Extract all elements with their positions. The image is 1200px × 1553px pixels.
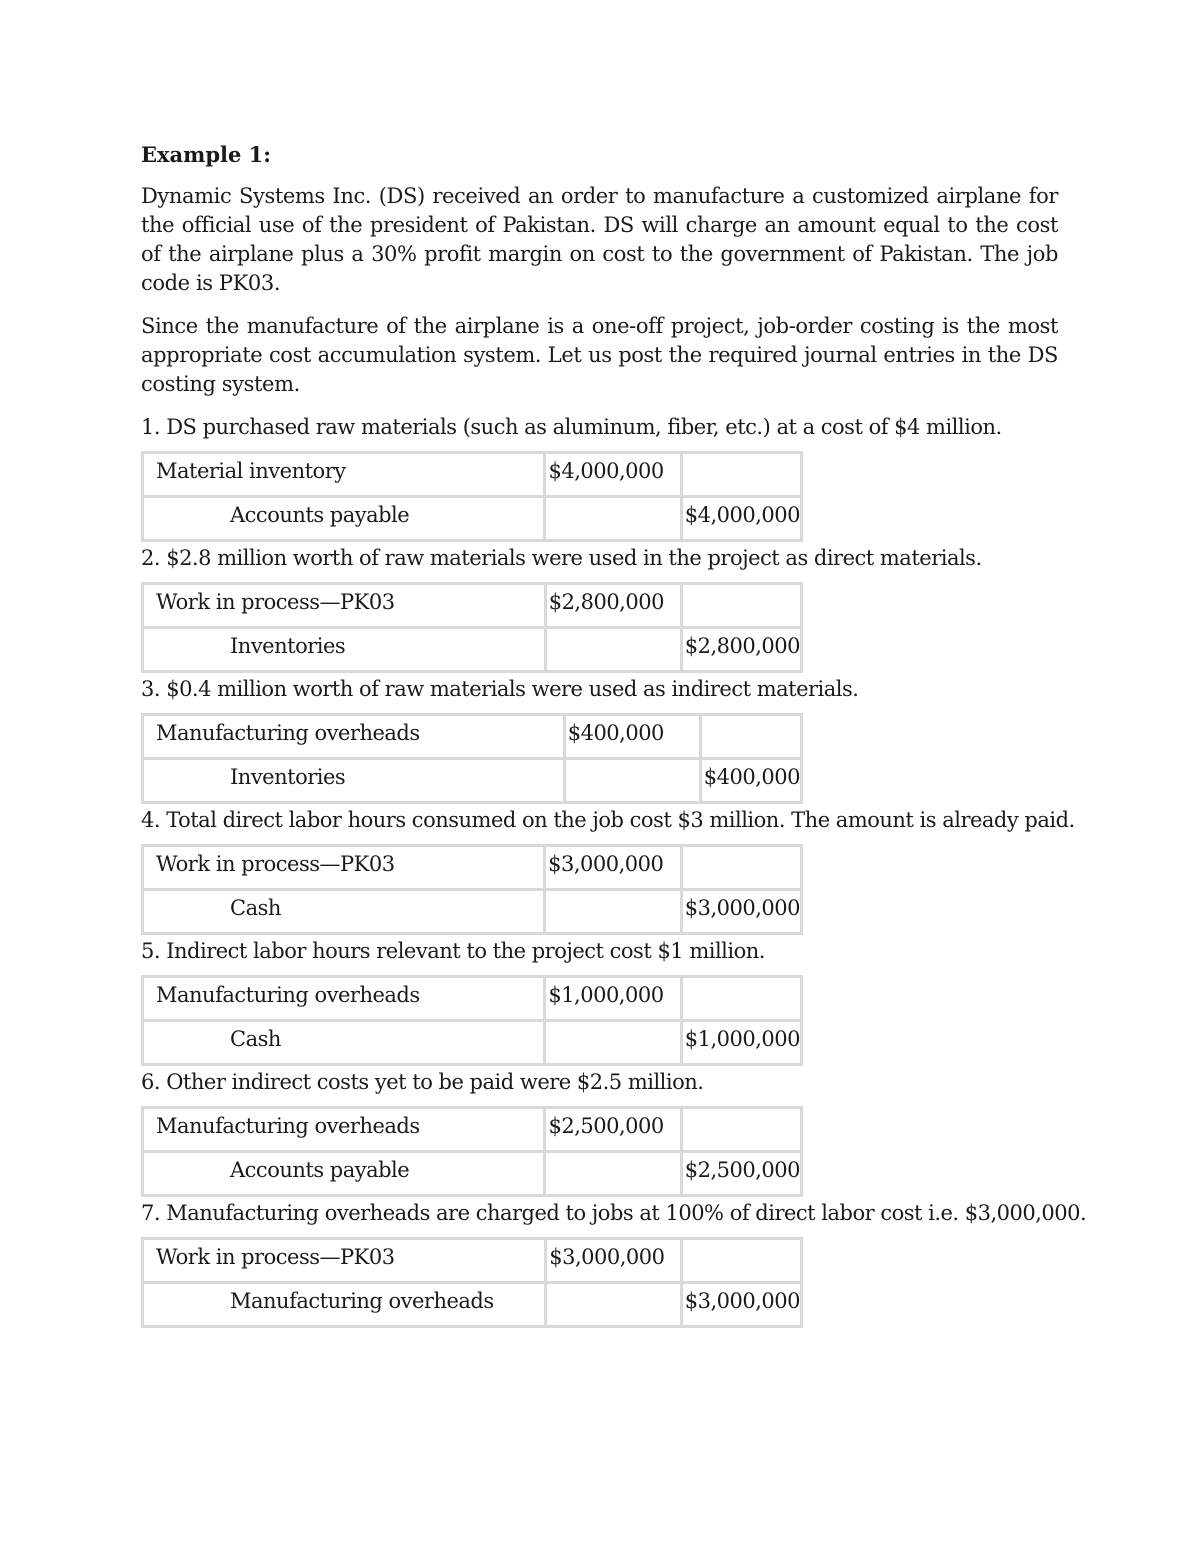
empty-cell: [681, 1239, 801, 1283]
credit-account: Inventories: [143, 628, 546, 672]
credit-account: Manufacturing overheads: [143, 1283, 546, 1327]
intro-paragraph: Dynamic Systems Inc. (DS) received an order to manufacture a customized airplane for the official use of the president of Pakistan. DS will charge an amount equal to the cost of the airplane plus a 30% profit margin on cost to the government of Pakistan. The job code is PK03.: [141, 184, 1058, 295]
empty-cell: [546, 1283, 682, 1327]
credit-account: Cash: [143, 890, 545, 934]
journal-entry-3: [141, 675, 1058, 804]
credit-amount: $4,000,000: [681, 497, 801, 541]
credit-account: Accounts payable: [143, 497, 545, 541]
journal-table: [141, 1106, 803, 1197]
debit-amount: $2,800,000: [545, 584, 681, 628]
credit-amount: $400,000: [700, 759, 801, 803]
journal-table: [141, 582, 803, 673]
empty-cell: [545, 1152, 681, 1196]
journal-entry-1: [141, 413, 1058, 542]
debit-account: Manufacturing overheads: [143, 1108, 545, 1152]
empty-cell: [700, 715, 801, 759]
debit-account: Work in process—PK03: [143, 846, 545, 890]
debit-amount: $2,500,000: [545, 1108, 681, 1152]
empty-cell: [681, 584, 801, 628]
step-description: 1. DS purchased raw materials (such as aluminum, fiber, etc.) at a cost of $4 million.: [141, 415, 1002, 439]
credit-row: [143, 497, 802, 541]
debit-amount: $4,000,000: [545, 453, 681, 497]
journal-table: [141, 975, 803, 1066]
journal-table: [141, 1237, 803, 1328]
debit-row: [143, 977, 802, 1021]
credit-account: Accounts payable: [143, 1152, 545, 1196]
empty-cell: [681, 1108, 801, 1152]
journal-table: [141, 844, 803, 935]
journal-entry-7: [141, 1199, 1087, 1328]
debit-account: Work in process—PK03: [143, 1239, 546, 1283]
credit-account: Inventories: [143, 759, 565, 803]
empty-cell: [681, 453, 801, 497]
step-description: 4. Total direct labor hours consumed on the job cost $3 million. The amount is already paid.: [141, 808, 1075, 832]
empty-cell: [681, 846, 801, 890]
step-description: 5. Indirect labor hours relevant to the project cost $1 million.: [141, 939, 765, 963]
journal-entry-2: [141, 544, 1058, 673]
empty-cell: [545, 628, 681, 672]
costing-system-paragraph: Since the manufacture of the airplane is a one-off project, job-order costing is the most appropriate cost accumulation system. Let us post the required journal entries in the DS costing system.: [141, 314, 1058, 396]
debit-account: Material inventory: [143, 453, 545, 497]
debit-row: [143, 1239, 802, 1283]
credit-row: [143, 1152, 802, 1196]
credit-row: [143, 890, 802, 934]
journal-entry-4: [141, 806, 1075, 935]
debit-row: [143, 584, 802, 628]
empty-cell: [564, 759, 700, 803]
credit-account: Cash: [143, 1021, 545, 1065]
debit-account: Manufacturing overheads: [143, 977, 545, 1021]
credit-amount: $2,800,000: [681, 628, 801, 672]
credit-row: [143, 1283, 802, 1327]
journal-table: [141, 713, 803, 804]
credit-row: [143, 759, 802, 803]
credit-amount: $2,500,000: [681, 1152, 801, 1196]
journal-table: [141, 451, 803, 542]
journal-entry-5: [141, 937, 1058, 1066]
empty-cell: [545, 1021, 681, 1065]
credit-row: [143, 628, 802, 672]
empty-cell: [545, 890, 682, 934]
document-page: [141, 140, 1087, 1330]
debit-amount: $3,000,000: [546, 1239, 682, 1283]
debit-amount: $1,000,000: [545, 977, 681, 1021]
debit-amount: $3,000,000: [545, 846, 682, 890]
credit-amount: $3,000,000: [681, 1283, 801, 1327]
credit-amount: $3,000,000: [681, 890, 801, 934]
credit-amount: $1,000,000: [681, 1021, 801, 1065]
empty-cell: [681, 977, 801, 1021]
step-description: 7. Manufacturing overheads are charged to jobs at 100% of direct labor cost i.e. $3,000,000.: [141, 1201, 1087, 1225]
step-description: 3. $0.4 million worth of raw materials were used as indirect materials.: [141, 677, 859, 701]
example-heading: Example 1:: [141, 142, 272, 167]
journal-entry-6: [141, 1068, 1058, 1197]
debit-row: [143, 715, 802, 759]
step-description: 6. Other indirect costs yet to be paid were $2.5 million.: [141, 1070, 704, 1094]
debit-account: Manufacturing overheads: [143, 715, 565, 759]
step-description: 2. $2.8 million worth of raw materials were used in the project as direct materials.: [141, 546, 982, 570]
debit-row: [143, 846, 802, 890]
debit-account: Work in process—PK03: [143, 584, 546, 628]
empty-cell: [545, 497, 681, 541]
credit-row: [143, 1021, 802, 1065]
debit-amount: $400,000: [564, 715, 700, 759]
debit-row: [143, 1108, 802, 1152]
debit-row: [143, 453, 802, 497]
